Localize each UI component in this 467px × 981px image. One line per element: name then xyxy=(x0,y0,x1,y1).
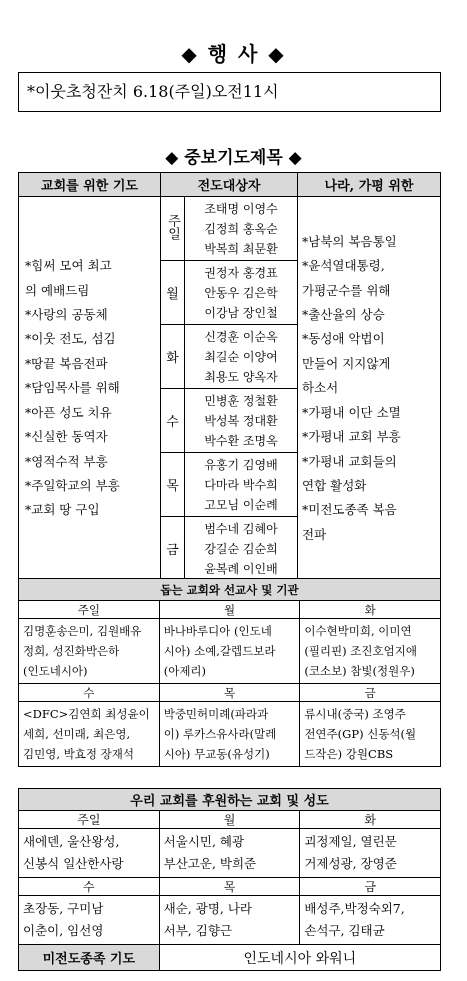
day-label: 목 xyxy=(159,684,300,702)
header-church: 교회를 위한 기도 xyxy=(19,173,161,197)
list-item: 가평군수를 위해 xyxy=(302,282,391,298)
list-item: *출산율의 상승 xyxy=(302,307,385,323)
day-label: 주일 xyxy=(19,601,160,619)
list-item: 하소서 xyxy=(302,380,339,396)
day-label: 화 xyxy=(300,601,441,619)
mission-cell: 바나바루디아 (인도네 시아) 소예,갈렙드보라 (아제리) xyxy=(159,619,300,684)
list-item: *땅끝 복음전파 xyxy=(25,355,108,371)
list-item: *미전도종족 복음 xyxy=(302,502,397,518)
day-label: 화 xyxy=(300,811,441,829)
target-names: 유홍기 김영배 다마라 박수희 고모님 이순례 xyxy=(185,453,298,517)
support-cell: 배성주,박정숙외7, 손석구, 김태균 xyxy=(300,896,441,945)
target-day: 금 xyxy=(161,517,185,581)
target-names: 범수네 김혜아 강길순 김순희 윤복례 이인배 xyxy=(185,517,298,581)
list-item: 의 예배드림 xyxy=(25,282,90,298)
list-item: *동성애 악법이 xyxy=(302,331,385,347)
mission-cell: 류시내(중국) 조영주 전연주(GP) 신동석(월 드작은) 강원CBS xyxy=(300,702,441,767)
support-title: 우리 교회를 후원하는 교회 및 성도 xyxy=(19,789,441,811)
list-item: 전파 xyxy=(302,526,327,542)
mission-table xyxy=(18,578,441,767)
list-item: *힘써 모여 최고 xyxy=(25,258,112,274)
mission-cell: 박중민허미례(파라과 이) 루카스유사라(말레 시아) 무교동(유성기) xyxy=(159,702,300,767)
target-day: 수 xyxy=(161,389,185,453)
list-item: *남북의 복음통일 xyxy=(302,233,397,249)
target-day: 주일 xyxy=(161,197,185,261)
nation-prayer-list xyxy=(298,197,441,581)
list-item: 연합 활성화 xyxy=(302,477,367,493)
day-label: 금 xyxy=(300,684,441,702)
prayer-section-title: ◆ 중보기도제목 ◆ xyxy=(165,148,302,168)
header-nation: 나라, 가평 위한 xyxy=(298,173,441,197)
list-item: *윤석열대통령, xyxy=(302,258,385,274)
target-day: 월 xyxy=(161,261,185,325)
support-table xyxy=(18,788,441,971)
day-label: 수 xyxy=(19,684,160,702)
header-targets: 전도대상자 xyxy=(161,173,298,197)
target-names: 권정자 홍경표 안동우 김은학 이강남 장인철 xyxy=(185,261,298,325)
day-label: 월 xyxy=(159,601,300,619)
event-section-title: ◆ 행 사 ◆ xyxy=(181,42,286,66)
mission-cell: 이수현박미희, 이미연 (필리핀) 조진호엄지애 (코소보) 참빛(정원우) xyxy=(300,619,441,684)
target-names: 신경훈 이순옥 최길순 이양여 최용도 양옥자 xyxy=(185,325,298,389)
unreached-value: 인도네시아 와워니 xyxy=(159,945,440,971)
list-item: *신실한 동역자 xyxy=(25,429,108,445)
target-names: 조태명 이영수 김정희 홍옥순 박복희 최문환 xyxy=(185,197,298,261)
list-item: *교회 땅 구입 xyxy=(25,502,100,518)
event-notice: *이웃초청잔치 6.18(주일)오전11시 xyxy=(18,72,441,112)
target-day: 화 xyxy=(161,325,185,389)
support-cell: 새순, 광명, 나라 서부, 김향근 xyxy=(159,896,300,945)
day-label: 수 xyxy=(19,878,160,896)
list-item: 만들어 지지않게 xyxy=(302,355,391,371)
list-item: *담임목사를 위해 xyxy=(25,380,120,396)
target-names: 민병훈 정철환 박성복 정대환 박수환 조명옥 xyxy=(185,389,298,453)
list-item: *가평내 교회 부흥 xyxy=(302,429,401,445)
day-label: 금 xyxy=(300,878,441,896)
list-item: *사랑의 공동체 xyxy=(25,307,108,323)
mission-title: 돕는 교회와 선교사 및 기관 xyxy=(19,579,441,601)
support-cell: 서울시민, 혜광 부산고운, 박희준 xyxy=(159,829,300,878)
support-cell: 새에덴, 울산왕성, 신봉식 일산한사랑 xyxy=(19,829,160,878)
list-item: *이웃 전도, 섬김 xyxy=(25,331,116,347)
list-item: *가평내 교회들의 xyxy=(302,453,397,469)
support-cell: 괴정제일, 열린문 거제성광, 장영준 xyxy=(300,829,441,878)
day-label: 월 xyxy=(159,811,300,829)
list-item: *가평내 이단 소멸 xyxy=(302,404,401,420)
day-label: 주일 xyxy=(19,811,160,829)
list-item: *영적수적 부흥 xyxy=(25,453,108,469)
mission-cell: 김명훈송은미, 김원배유 정희, 성진화박은하 (인도네시아) xyxy=(19,619,160,684)
list-item: *주일학교의 부흥 xyxy=(25,477,120,493)
support-cell: 초장동, 구미남 이춘이, 임선영 xyxy=(19,896,160,945)
mission-cell: <DFC>김연희 최성윤이 세희, 선미래, 최은영, 김민영, 박효정 장재석 xyxy=(19,702,160,767)
unreached-label: 미전도종족 기도 xyxy=(19,945,160,971)
prayer-table xyxy=(18,172,441,581)
church-prayer-list xyxy=(19,197,161,581)
target-day: 목 xyxy=(161,453,185,517)
day-label: 목 xyxy=(159,878,300,896)
list-item: *아픈 성도 치유 xyxy=(25,404,112,420)
